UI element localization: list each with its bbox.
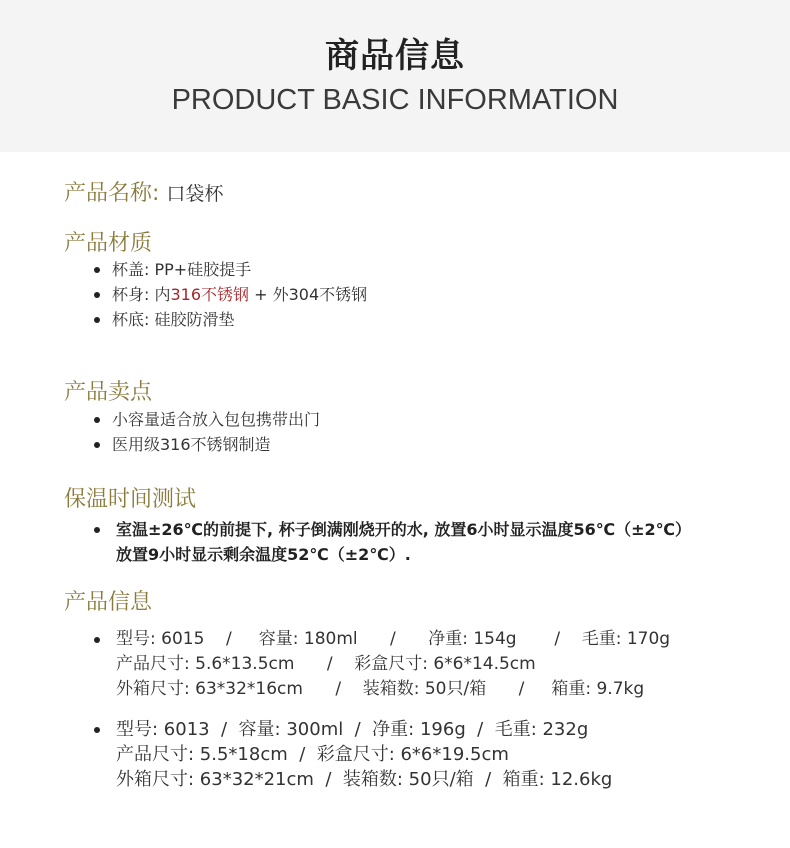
- page-subtitle: PRODUCT BASIC INFORMATION: [171, 84, 619, 116]
- list-item: [90, 407, 320, 432]
- spec-line: 产品尺寸: 5.6*13.5cm / 彩盒尺寸: 6*6*14.5cm: [116, 654, 536, 674]
- spec-line: 型号: 6015 / 容量: 180ml / 净重: 154g / 毛重: 170g: [116, 629, 671, 649]
- list-item: [90, 282, 367, 307]
- material-body-highlight: 316不锈钢: [170, 285, 250, 304]
- page-header: [0, 0, 790, 152]
- product-name-value: 口袋杯: [166, 183, 224, 205]
- page-title: 商品信息: [325, 36, 465, 76]
- insulation-heading: 保温时间测试: [64, 487, 197, 512]
- selling-list: [90, 407, 320, 457]
- list-item: [90, 307, 367, 332]
- info-heading: 产品信息: [64, 590, 153, 615]
- selling-point-1: 小容量适合放入包包携带出门: [112, 410, 321, 429]
- product-name-label: 产品名称:: [64, 181, 160, 206]
- list-item: [90, 432, 320, 457]
- list-item: [90, 257, 367, 282]
- insulation-test: [90, 517, 691, 567]
- selling-point-2: 医用级316不锈钢制造: [112, 435, 271, 454]
- spec-line: 外箱尺寸: 63*32*21cm / 装箱数: 50只/箱 / 箱重: 12.6kg: [116, 769, 613, 790]
- spec-line: 型号: 6013 / 容量: 300ml / 净重: 196g / 毛重: 232g: [116, 719, 589, 740]
- selling-heading: 产品卖点: [64, 380, 153, 405]
- spec-6015: [90, 627, 670, 702]
- spec-line: 外箱尺寸: 63*32*16cm / 装箱数: 50只/箱 / 箱重: 9.7kg: [116, 679, 645, 699]
- material-body-prefix: 杯身: 内: [112, 285, 171, 304]
- product-name-row: [64, 176, 223, 207]
- material-base: 杯底: 硅胶防滑垫: [112, 310, 235, 329]
- material-heading: 产品材质: [64, 231, 153, 256]
- material-body-suffix: + 外304不锈钢: [249, 285, 368, 304]
- insulation-line-2: 放置9小时显示剩余温度52℃（±2℃）.: [116, 545, 411, 564]
- insulation-line-1: 室温±26℃的前提下, 杯子倒满刚烧开的水, 放置6小时显示温度56℃（±2℃）: [116, 520, 692, 539]
- spec-line: 产品尺寸: 5.5*18cm / 彩盒尺寸: 6*6*19.5cm: [116, 744, 509, 765]
- spec-6013: [90, 717, 612, 792]
- material-lid: 杯盖: PP+硅胶提手: [112, 260, 252, 279]
- material-list: [90, 257, 367, 332]
